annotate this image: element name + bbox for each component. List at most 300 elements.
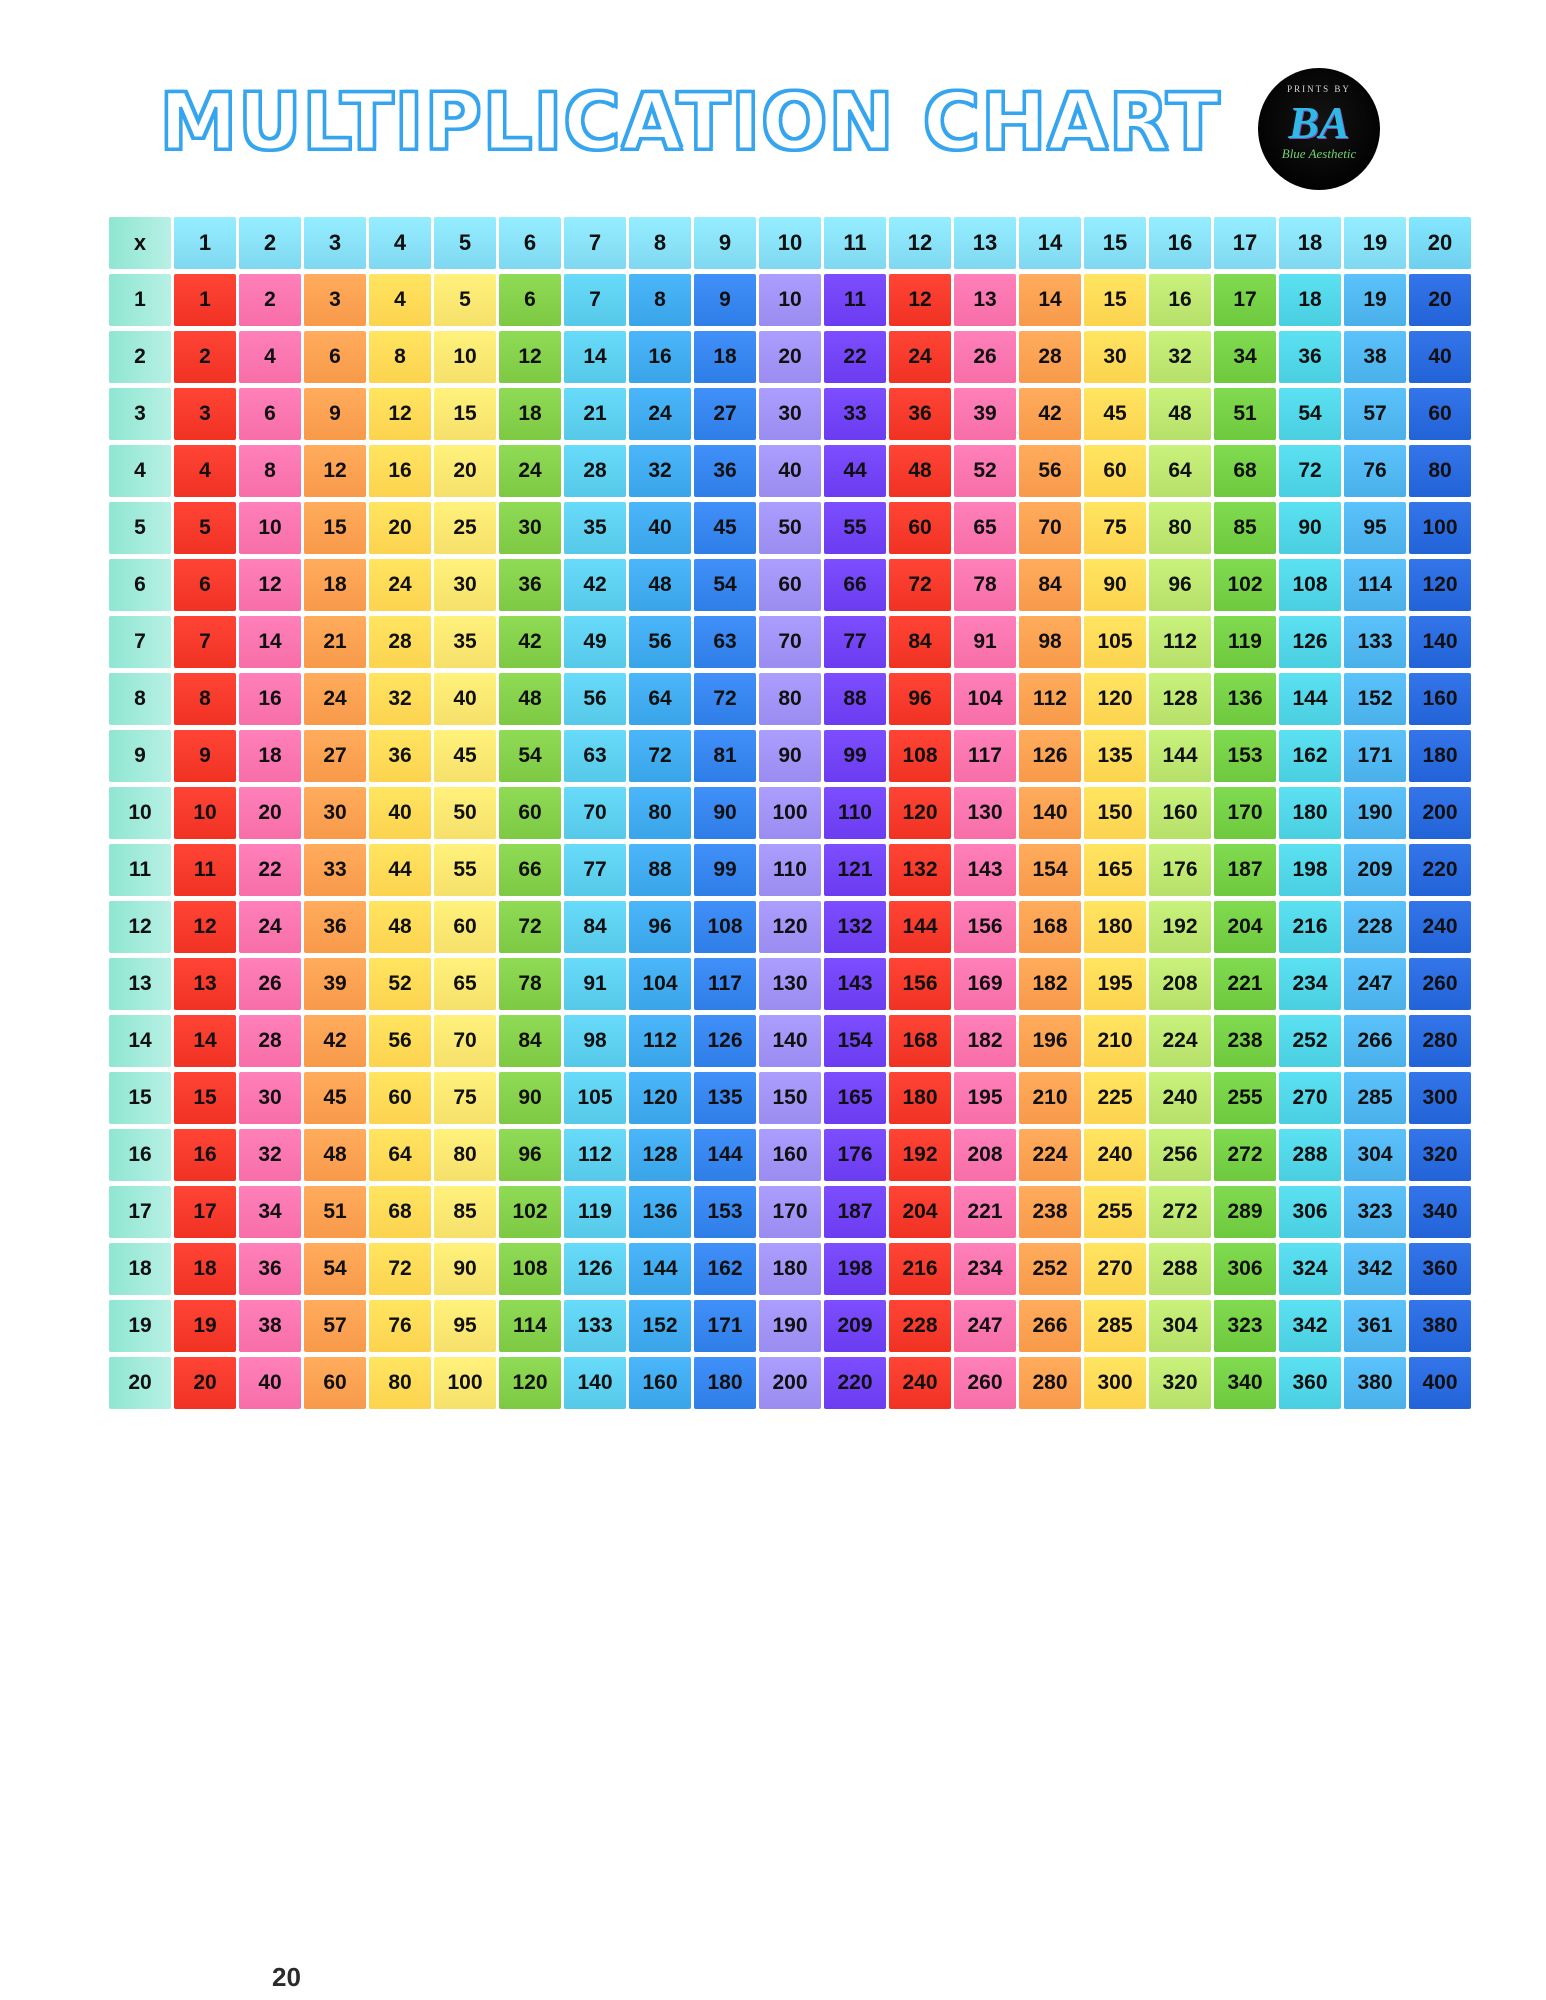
product-value: 35 bbox=[583, 516, 607, 539]
product-value: 252 bbox=[1292, 1029, 1328, 1052]
product-value: 170 bbox=[772, 1200, 808, 1223]
product-cell-8x1 bbox=[174, 673, 236, 725]
product-cell-18x19 bbox=[1344, 1243, 1406, 1295]
product-cell-17x10 bbox=[759, 1186, 821, 1238]
product-value: 160 bbox=[642, 1371, 678, 1394]
product-cell-13x3 bbox=[304, 958, 366, 1010]
product-value: 66 bbox=[518, 858, 542, 881]
product-value: 65 bbox=[973, 516, 997, 539]
column-header-11: 11 bbox=[824, 217, 886, 269]
product-value: 270 bbox=[1292, 1086, 1328, 1109]
product-value: 14 bbox=[583, 345, 607, 368]
product-value: 36 bbox=[323, 915, 347, 938]
product-value: 360 bbox=[1422, 1257, 1458, 1280]
product-cell-19x17 bbox=[1214, 1300, 1276, 1352]
product-cell-12x11 bbox=[824, 901, 886, 953]
product-value: 60 bbox=[778, 573, 802, 596]
product-cell-3x16 bbox=[1149, 388, 1211, 440]
product-cell-18x14 bbox=[1019, 1243, 1081, 1295]
product-cell-7x4 bbox=[369, 616, 431, 668]
product-cell-16x3 bbox=[304, 1129, 366, 1181]
product-value: 204 bbox=[1227, 915, 1263, 938]
product-value: 288 bbox=[1292, 1143, 1328, 1166]
product-cell-12x13 bbox=[954, 901, 1016, 953]
product-cell-19x10 bbox=[759, 1300, 821, 1352]
product-cell-15x20 bbox=[1409, 1072, 1471, 1124]
table-row bbox=[109, 559, 1471, 611]
product-cell-20x11 bbox=[824, 1357, 886, 1409]
product-cell-15x1 bbox=[174, 1072, 236, 1124]
product-cell-10x7 bbox=[564, 787, 626, 839]
product-cell-11x12 bbox=[889, 844, 951, 896]
product-value: 10 bbox=[258, 516, 282, 539]
product-cell-18x11 bbox=[824, 1243, 886, 1295]
product-value: 324 bbox=[1292, 1257, 1328, 1280]
product-value: 64 bbox=[1168, 459, 1192, 482]
product-value: 24 bbox=[258, 915, 282, 938]
product-cell-13x8 bbox=[629, 958, 691, 1010]
product-cell-2x7 bbox=[564, 331, 626, 383]
product-cell-13x13 bbox=[954, 958, 1016, 1010]
product-cell-11x6 bbox=[499, 844, 561, 896]
product-value: 110 bbox=[773, 858, 807, 881]
product-cell-12x15 bbox=[1084, 901, 1146, 953]
product-cell-6x9 bbox=[694, 559, 756, 611]
product-value: 342 bbox=[1292, 1314, 1328, 1337]
product-value: 154 bbox=[1032, 858, 1068, 881]
product-value: 2 bbox=[199, 345, 211, 368]
product-value: 28 bbox=[388, 630, 412, 653]
product-value: 112 bbox=[578, 1143, 612, 1166]
product-cell-1x17 bbox=[1214, 274, 1276, 326]
product-value: 169 bbox=[967, 972, 1003, 995]
product-value: 190 bbox=[772, 1314, 808, 1337]
product-value: 221 bbox=[967, 1200, 1003, 1223]
product-value: 266 bbox=[1357, 1029, 1393, 1052]
product-cell-2x8 bbox=[629, 331, 691, 383]
product-cell-13x12 bbox=[889, 958, 951, 1010]
product-value: 90 bbox=[1103, 573, 1127, 596]
product-value: 4 bbox=[199, 459, 211, 482]
product-value: 306 bbox=[1292, 1200, 1328, 1223]
product-cell-12x5 bbox=[434, 901, 496, 953]
product-cell-15x4 bbox=[369, 1072, 431, 1124]
table-row bbox=[109, 388, 1471, 440]
product-cell-18x8 bbox=[629, 1243, 691, 1295]
product-cell-9x8 bbox=[629, 730, 691, 782]
product-cell-17x12 bbox=[889, 1186, 951, 1238]
product-value: 266 bbox=[1032, 1314, 1068, 1337]
product-value: 220 bbox=[837, 1371, 873, 1394]
product-value: 99 bbox=[713, 858, 737, 881]
product-value: 208 bbox=[967, 1143, 1003, 1166]
product-cell-2x13 bbox=[954, 331, 1016, 383]
product-value: 171 bbox=[1357, 744, 1393, 767]
product-value: 80 bbox=[1168, 516, 1192, 539]
product-cell-5x11 bbox=[824, 502, 886, 554]
product-cell-15x17 bbox=[1214, 1072, 1276, 1124]
product-cell-14x16 bbox=[1149, 1015, 1211, 1067]
product-value: 18 bbox=[193, 1257, 217, 1280]
table-row bbox=[109, 1186, 1471, 1238]
table-row bbox=[109, 673, 1471, 725]
product-value: 144 bbox=[1162, 744, 1198, 767]
product-value: 70 bbox=[583, 801, 607, 824]
product-cell-11x1 bbox=[174, 844, 236, 896]
product-cell-9x19 bbox=[1344, 730, 1406, 782]
product-value: 120 bbox=[1097, 687, 1133, 710]
product-value: 143 bbox=[837, 972, 873, 995]
product-cell-12x2 bbox=[239, 901, 301, 953]
product-cell-20x16 bbox=[1149, 1357, 1211, 1409]
product-cell-13x17 bbox=[1214, 958, 1276, 1010]
product-cell-16x7 bbox=[564, 1129, 626, 1181]
product-cell-5x13 bbox=[954, 502, 1016, 554]
brand-logo bbox=[1258, 68, 1380, 190]
product-cell-11x10 bbox=[759, 844, 821, 896]
product-cell-11x8 bbox=[629, 844, 691, 896]
product-value: 48 bbox=[388, 915, 412, 938]
product-cell-7x10 bbox=[759, 616, 821, 668]
product-value: 9 bbox=[719, 288, 731, 311]
product-cell-12x3 bbox=[304, 901, 366, 953]
product-value: 26 bbox=[973, 345, 997, 368]
column-header-19: 19 bbox=[1344, 217, 1406, 269]
product-value: 114 bbox=[513, 1314, 547, 1337]
product-cell-10x5 bbox=[434, 787, 496, 839]
product-value: 130 bbox=[967, 801, 1003, 824]
product-cell-5x4 bbox=[369, 502, 431, 554]
page-header bbox=[0, 78, 1546, 188]
product-cell-3x12 bbox=[889, 388, 951, 440]
product-value: 19 bbox=[1363, 288, 1387, 311]
product-value: 119 bbox=[578, 1200, 612, 1223]
product-cell-7x11 bbox=[824, 616, 886, 668]
table-row bbox=[109, 1129, 1471, 1181]
product-value: 234 bbox=[967, 1257, 1003, 1280]
product-value: 45 bbox=[1103, 402, 1127, 425]
product-cell-5x1 bbox=[174, 502, 236, 554]
product-cell-16x1 bbox=[174, 1129, 236, 1181]
product-cell-17x15 bbox=[1084, 1186, 1146, 1238]
column-header-16: 16 bbox=[1149, 217, 1211, 269]
product-value: 342 bbox=[1357, 1257, 1393, 1280]
product-value: 22 bbox=[843, 345, 867, 368]
product-value: 20 bbox=[778, 345, 802, 368]
product-cell-5x18 bbox=[1279, 502, 1341, 554]
product-value: 18 bbox=[323, 573, 347, 596]
product-cell-14x9 bbox=[694, 1015, 756, 1067]
product-value: 209 bbox=[1357, 858, 1393, 881]
product-value: 16 bbox=[648, 345, 672, 368]
logo-monogram: BA bbox=[1288, 97, 1350, 148]
product-cell-1x3 bbox=[304, 274, 366, 326]
product-value: 160 bbox=[1162, 801, 1198, 824]
product-cell-11x2 bbox=[239, 844, 301, 896]
product-cell-13x1 bbox=[174, 958, 236, 1010]
product-value: 6 bbox=[524, 288, 536, 311]
product-cell-16x20 bbox=[1409, 1129, 1471, 1181]
table-row bbox=[109, 445, 1471, 497]
product-value: 84 bbox=[1038, 573, 1062, 596]
product-cell-17x5 bbox=[434, 1186, 496, 1238]
product-cell-6x14 bbox=[1019, 559, 1081, 611]
product-value: 36 bbox=[908, 402, 932, 425]
product-cell-11x15 bbox=[1084, 844, 1146, 896]
product-value: 33 bbox=[843, 402, 867, 425]
product-cell-17x17 bbox=[1214, 1186, 1276, 1238]
product-value: 180 bbox=[1097, 915, 1133, 938]
product-cell-14x12 bbox=[889, 1015, 951, 1067]
product-value: 96 bbox=[518, 1143, 542, 1166]
product-cell-1x19 bbox=[1344, 274, 1406, 326]
product-value: 78 bbox=[518, 972, 542, 995]
product-value: 280 bbox=[1422, 1029, 1458, 1052]
product-cell-10x16 bbox=[1149, 787, 1211, 839]
column-header-13: 13 bbox=[954, 217, 1016, 269]
product-value: 288 bbox=[1162, 1257, 1198, 1280]
product-cell-5x19 bbox=[1344, 502, 1406, 554]
product-value: 95 bbox=[1363, 516, 1387, 539]
product-cell-16x17 bbox=[1214, 1129, 1276, 1181]
product-value: 126 bbox=[577, 1257, 613, 1280]
product-cell-20x5 bbox=[434, 1357, 496, 1409]
product-cell-5x8 bbox=[629, 502, 691, 554]
product-cell-8x10 bbox=[759, 673, 821, 725]
product-value: 143 bbox=[967, 858, 1003, 881]
product-cell-1x5 bbox=[434, 274, 496, 326]
product-value: 380 bbox=[1422, 1314, 1458, 1337]
product-cell-8x9 bbox=[694, 673, 756, 725]
product-value: 96 bbox=[648, 915, 672, 938]
row-header-15: 15 bbox=[109, 1072, 171, 1124]
product-cell-12x12 bbox=[889, 901, 951, 953]
product-value: 6 bbox=[264, 402, 276, 425]
table-row bbox=[109, 502, 1471, 554]
product-cell-18x6 bbox=[499, 1243, 561, 1295]
product-cell-13x15 bbox=[1084, 958, 1146, 1010]
product-cell-18x9 bbox=[694, 1243, 756, 1295]
product-cell-1x6 bbox=[499, 274, 561, 326]
product-cell-1x1 bbox=[174, 274, 236, 326]
product-cell-11x5 bbox=[434, 844, 496, 896]
product-cell-7x13 bbox=[954, 616, 1016, 668]
column-header-8: 8 bbox=[629, 217, 691, 269]
product-cell-10x17 bbox=[1214, 787, 1276, 839]
product-cell-8x16 bbox=[1149, 673, 1211, 725]
product-cell-7x3 bbox=[304, 616, 366, 668]
product-cell-6x7 bbox=[564, 559, 626, 611]
product-value: 156 bbox=[902, 972, 938, 995]
product-value: 108 bbox=[512, 1257, 548, 1280]
product-cell-10x12 bbox=[889, 787, 951, 839]
product-value: 15 bbox=[323, 516, 347, 539]
product-cell-9x4 bbox=[369, 730, 431, 782]
product-value: 126 bbox=[707, 1029, 743, 1052]
product-cell-3x14 bbox=[1019, 388, 1081, 440]
product-cell-12x4 bbox=[369, 901, 431, 953]
product-value: 112 bbox=[1163, 630, 1197, 653]
product-value: 180 bbox=[1422, 744, 1458, 767]
product-cell-15x18 bbox=[1279, 1072, 1341, 1124]
product-value: 5 bbox=[459, 288, 471, 311]
product-cell-8x12 bbox=[889, 673, 951, 725]
product-value: 135 bbox=[707, 1086, 743, 1109]
product-value: 108 bbox=[1292, 573, 1328, 596]
multiplication-table bbox=[106, 212, 1474, 1414]
product-value: 68 bbox=[388, 1200, 412, 1223]
product-value: 176 bbox=[1162, 858, 1198, 881]
product-cell-19x16 bbox=[1149, 1300, 1211, 1352]
product-cell-19x7 bbox=[564, 1300, 626, 1352]
product-cell-18x13 bbox=[954, 1243, 1016, 1295]
product-value: 171 bbox=[707, 1314, 743, 1337]
product-value: 300 bbox=[1422, 1086, 1458, 1109]
product-value: 17 bbox=[193, 1200, 217, 1223]
product-cell-3x9 bbox=[694, 388, 756, 440]
product-cell-16x13 bbox=[954, 1129, 1016, 1181]
product-value: 180 bbox=[707, 1371, 743, 1394]
logo-sub-text: Blue Aesthetic bbox=[1281, 146, 1357, 161]
product-cell-20x13 bbox=[954, 1357, 1016, 1409]
product-cell-1x18 bbox=[1279, 274, 1341, 326]
product-cell-6x5 bbox=[434, 559, 496, 611]
product-cell-5x9 bbox=[694, 502, 756, 554]
product-value: 54 bbox=[323, 1257, 347, 1280]
product-cell-8x2 bbox=[239, 673, 301, 725]
product-value: 8 bbox=[264, 459, 276, 482]
product-cell-15x3 bbox=[304, 1072, 366, 1124]
product-cell-4x6 bbox=[499, 445, 561, 497]
product-cell-5x7 bbox=[564, 502, 626, 554]
product-value: 128 bbox=[1162, 687, 1198, 710]
product-cell-14x6 bbox=[499, 1015, 561, 1067]
product-value: 133 bbox=[577, 1314, 613, 1337]
product-cell-4x1 bbox=[174, 445, 236, 497]
row-header-18: 18 bbox=[109, 1243, 171, 1295]
product-value: 24 bbox=[648, 402, 672, 425]
product-cell-10x4 bbox=[369, 787, 431, 839]
product-value: 360 bbox=[1292, 1371, 1328, 1394]
product-cell-12x9 bbox=[694, 901, 756, 953]
product-value: 64 bbox=[648, 687, 672, 710]
product-value: 48 bbox=[908, 459, 932, 482]
product-cell-15x15 bbox=[1084, 1072, 1146, 1124]
product-value: 44 bbox=[388, 858, 412, 881]
product-cell-17x4 bbox=[369, 1186, 431, 1238]
product-cell-3x8 bbox=[629, 388, 691, 440]
row-header-9: 9 bbox=[109, 730, 171, 782]
product-value: 57 bbox=[323, 1314, 347, 1337]
product-value: 108 bbox=[707, 915, 743, 938]
product-cell-3x4 bbox=[369, 388, 431, 440]
product-cell-4x13 bbox=[954, 445, 1016, 497]
product-value: 140 bbox=[772, 1029, 808, 1052]
product-cell-7x1 bbox=[174, 616, 236, 668]
product-value: 140 bbox=[577, 1371, 613, 1394]
product-cell-16x4 bbox=[369, 1129, 431, 1181]
row-header-17: 17 bbox=[109, 1186, 171, 1238]
product-value: 162 bbox=[707, 1257, 743, 1280]
product-cell-11x16 bbox=[1149, 844, 1211, 896]
product-cell-4x15 bbox=[1084, 445, 1146, 497]
product-cell-6x4 bbox=[369, 559, 431, 611]
product-cell-6x15 bbox=[1084, 559, 1146, 611]
product-cell-11x13 bbox=[954, 844, 1016, 896]
product-value: 91 bbox=[583, 972, 607, 995]
product-cell-20x4 bbox=[369, 1357, 431, 1409]
row-header-13: 13 bbox=[109, 958, 171, 1010]
table-body bbox=[109, 274, 1471, 1409]
product-value: 40 bbox=[258, 1371, 282, 1394]
table-row bbox=[109, 1015, 1471, 1067]
product-cell-20x10 bbox=[759, 1357, 821, 1409]
product-value: 200 bbox=[1422, 801, 1458, 824]
product-value: 220 bbox=[1422, 858, 1458, 881]
product-cell-8x17 bbox=[1214, 673, 1276, 725]
product-cell-13x10 bbox=[759, 958, 821, 1010]
product-value: 27 bbox=[713, 402, 737, 425]
product-cell-16x16 bbox=[1149, 1129, 1211, 1181]
product-value: 40 bbox=[1428, 345, 1452, 368]
product-value: 72 bbox=[1298, 459, 1322, 482]
product-value: 224 bbox=[1032, 1143, 1068, 1166]
product-value: 6 bbox=[199, 573, 211, 596]
product-value: 14 bbox=[193, 1029, 217, 1052]
product-value: 76 bbox=[388, 1314, 412, 1337]
product-value: 55 bbox=[843, 516, 867, 539]
product-cell-15x7 bbox=[564, 1072, 626, 1124]
product-cell-8x3 bbox=[304, 673, 366, 725]
product-cell-6x8 bbox=[629, 559, 691, 611]
product-value: 15 bbox=[1103, 288, 1127, 311]
product-value: 56 bbox=[648, 630, 672, 653]
product-cell-9x18 bbox=[1279, 730, 1341, 782]
product-value: 42 bbox=[323, 1029, 347, 1052]
product-value: 70 bbox=[1038, 516, 1062, 539]
product-cell-12x10 bbox=[759, 901, 821, 953]
product-value: 77 bbox=[583, 858, 607, 881]
product-value: 81 bbox=[713, 744, 737, 767]
product-cell-12x7 bbox=[564, 901, 626, 953]
product-cell-16x9 bbox=[694, 1129, 756, 1181]
product-value: 80 bbox=[453, 1143, 477, 1166]
product-value: 320 bbox=[1162, 1371, 1198, 1394]
product-value: 136 bbox=[642, 1200, 678, 1223]
product-cell-14x14 bbox=[1019, 1015, 1081, 1067]
product-value: 60 bbox=[323, 1371, 347, 1394]
product-value: 117 bbox=[708, 972, 742, 995]
product-cell-4x7 bbox=[564, 445, 626, 497]
product-cell-16x14 bbox=[1019, 1129, 1081, 1181]
product-cell-8x7 bbox=[564, 673, 626, 725]
product-value: 10 bbox=[193, 801, 217, 824]
product-value: 90 bbox=[1298, 516, 1322, 539]
product-value: 8 bbox=[654, 288, 666, 311]
product-value: 153 bbox=[1227, 744, 1263, 767]
product-value: 112 bbox=[643, 1029, 677, 1052]
product-value: 34 bbox=[1233, 345, 1257, 368]
product-value: 36 bbox=[258, 1257, 282, 1280]
product-cell-20x3 bbox=[304, 1357, 366, 1409]
corner-cell: x bbox=[109, 217, 171, 269]
product-value: 225 bbox=[1097, 1086, 1133, 1109]
product-value: 88 bbox=[648, 858, 672, 881]
product-value: 140 bbox=[1032, 801, 1068, 824]
product-cell-4x11 bbox=[824, 445, 886, 497]
product-value: 128 bbox=[642, 1143, 678, 1166]
product-cell-2x20 bbox=[1409, 331, 1471, 383]
